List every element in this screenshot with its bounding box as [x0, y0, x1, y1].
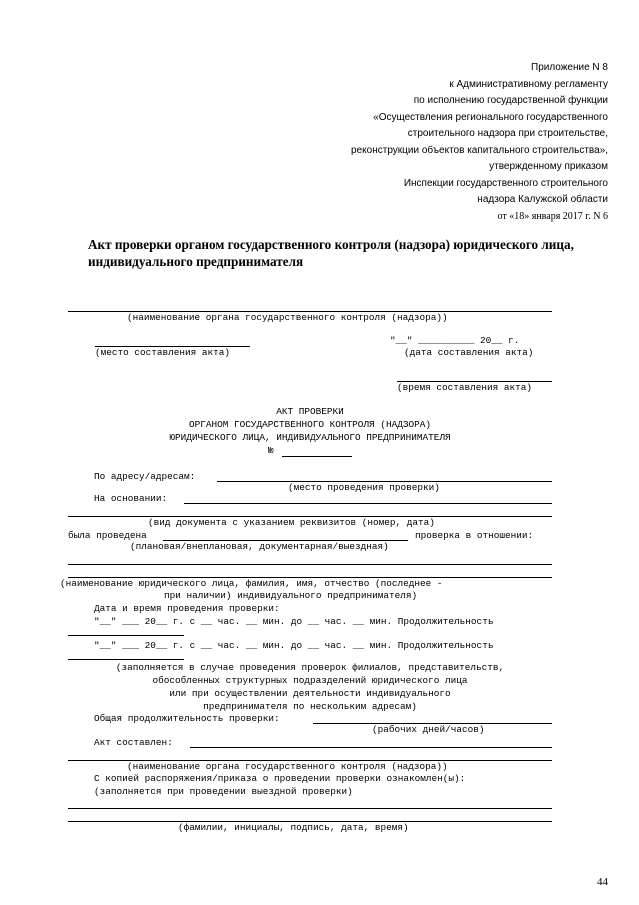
org-caption: (наименование органа государственного контроля (надзора)) — [127, 312, 448, 323]
appendix-line: Приложение N 8 — [531, 62, 608, 73]
time-caption: (время составления акта) — [397, 382, 533, 393]
duration-line-2 — [68, 659, 184, 660]
time-row-1: "__" ___ 20__ г. с __ час. __ мин. до __ час. __ мин. Продолжительность — [94, 616, 494, 627]
act-heading-2: ОРГАНОМ ГОСУДАРСТВЕННОГО КОНТРОЛЯ (НАДЗОРА) — [189, 419, 431, 430]
appendix-line: «Осуществления регионального государственного — [373, 111, 608, 123]
basis-label: На основании: — [94, 493, 168, 504]
copy-note: (заполняется при проведении выездной проверки) — [94, 786, 353, 797]
appendix-line: надзора Калужской области — [477, 194, 608, 205]
appendix-line: реконструкции объектов капитального строительства», — [351, 144, 608, 156]
conducted-label: была проведена — [68, 530, 147, 541]
address-caption: (место проведения проверки) — [288, 482, 440, 493]
signature-caption: (фамилии, инициалы, подпись, дата, время) — [178, 822, 409, 833]
time-row-2: "__" ___ 20__ г. с __ час. __ мин. до __ час. __ мин. Продолжительность — [94, 640, 494, 651]
conducted-tail: проверка в отношении: — [415, 530, 534, 541]
entity-caption-2: при наличии) индивидуального предпринимателя) — [164, 590, 418, 601]
appendix-line: Инспекции государственного строительного — [403, 177, 608, 189]
entity-caption-1: (наименование юридического лица, фамилия, имя, отчество (последнее - — [60, 578, 443, 589]
act-number-line — [282, 456, 352, 457]
appendix-line: утвержденному приказом — [489, 161, 608, 172]
appendix-date: от «18» января 2017 г. N 6 — [497, 210, 608, 222]
copy-line: С копией распоряжения/приказа о проведении проверки ознакомлен(ы): — [94, 773, 466, 784]
address-label: По адресу/адресам: — [94, 471, 196, 482]
signature-line-1 — [68, 808, 552, 809]
document-title: Акт проверки органом государственного контроля (надзора) юридического лица, индивидуального предпринимателя — [88, 237, 574, 269]
branch-caption-2: обособленных структурных подразделений юридического лица — [152, 675, 468, 686]
basis-line — [184, 503, 552, 504]
page-number: 44 — [597, 876, 608, 888]
branch-caption-4: предпринимателя по нескольким адресам) — [203, 701, 417, 712]
appendix-line: по исполнению государственной функции — [413, 95, 608, 106]
date-caption: (дата составления акта) — [404, 347, 534, 358]
entity-line-1 — [68, 564, 552, 565]
act-number-label: № — [268, 445, 274, 456]
appendix-line: к Административному регламенту — [449, 78, 608, 90]
total-duration-label: Общая продолжительность проверки: — [94, 713, 280, 724]
branch-caption-1: (заполняется в случае проведения проверок филиалов, представительств, — [115, 662, 505, 673]
datetime-label: Дата и время проведения проверки: — [94, 603, 280, 614]
appendix-line: строительного надзора при строительстве, — [407, 128, 608, 139]
compiled-line — [190, 747, 552, 748]
compiled-label: Акт составлен: — [94, 737, 173, 748]
appendix-block — [351, 60, 608, 225]
place-caption: (место составления акта) — [95, 347, 231, 358]
work-days-caption: (рабочих дней/часов) — [372, 724, 485, 735]
branch-caption-3: или при осуществлении деятельности индивидуального — [169, 688, 451, 699]
act-heading-3: ЮРИДИЧЕСКОГО ЛИЦА, ИНДИВИДУАЛЬНОГО ПРЕДПРИНИМАТЕЛЯ — [169, 432, 451, 443]
duration-line-1 — [68, 635, 184, 636]
org-caption-2: (наименование органа государственного контроля (надзора)) — [127, 761, 448, 772]
check-type-caption: (плановая/внеплановая, документарная/выездная) — [130, 541, 389, 552]
doc-caption: (вид документа с указанием реквизитов (номер, дата) — [148, 517, 435, 528]
act-heading-1: АКТ ПРОВЕРКИ — [276, 406, 344, 417]
date-blank: "__" __________ 20__ г. — [390, 335, 520, 346]
